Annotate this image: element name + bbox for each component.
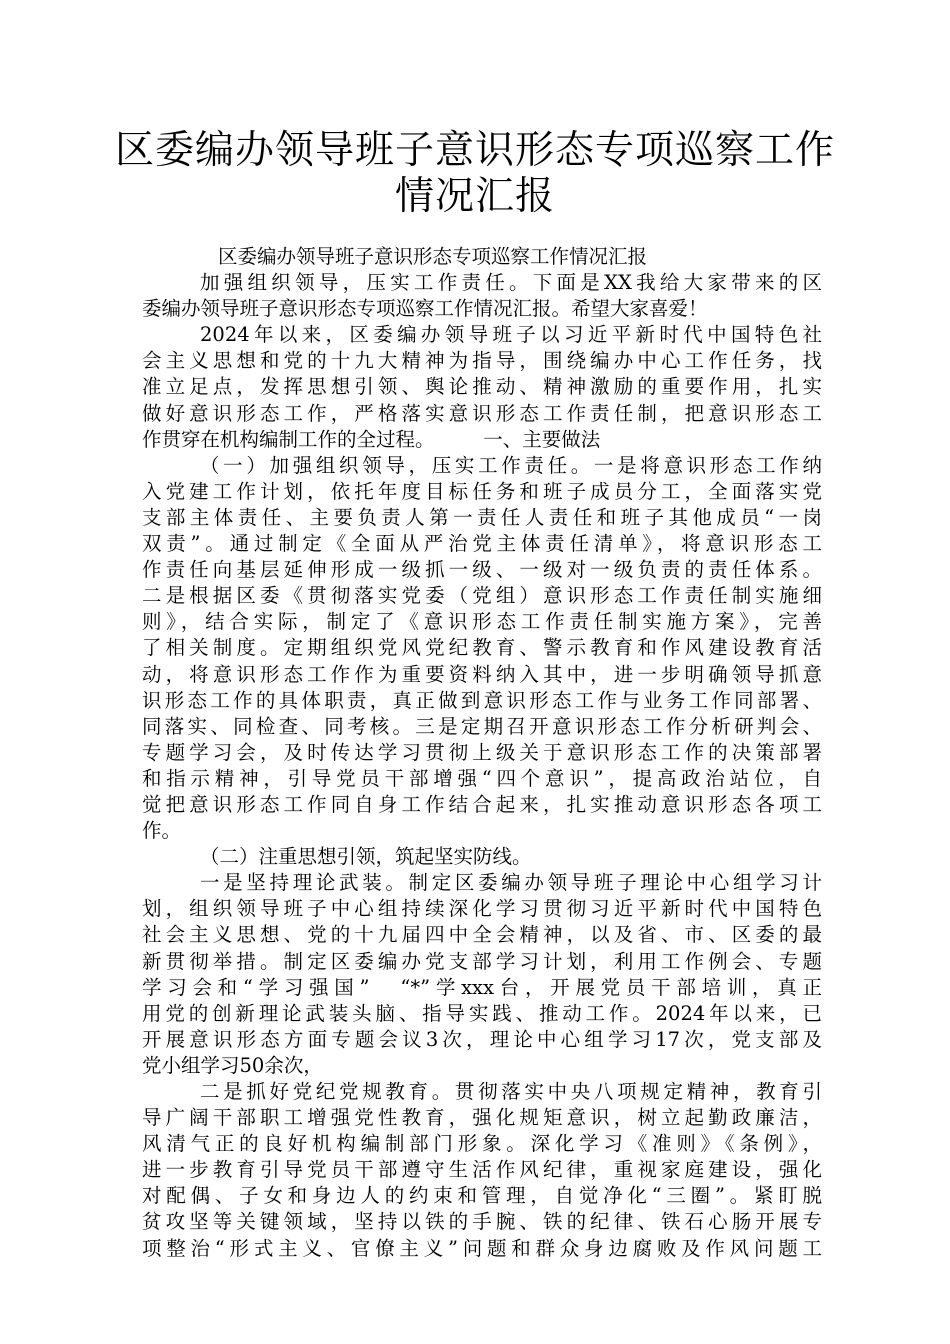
body-text-line: 会主义思想和党的十九大精神为指导，围绕编办中心工作任务，找 (142, 349, 822, 373)
body-text-line: 双责”。通过制定《全面从严治党主体责任清单》，将意识形态工 (142, 532, 822, 556)
body-text-line: 了相关制度。定期组织党风党纪教育、警示教育和作风建设教育活 (142, 636, 822, 660)
body-text-line: 作责任向基层延伸形成一级抓一级、一级对一级负责的责任体系。 (142, 558, 822, 582)
body-text-line: 党小组学习50余次， (142, 1053, 323, 1077)
body-text-line: 觉把意识形态工作同自身工作结合起来，扎实推动意识形态各项工 (142, 792, 822, 816)
body-text-line: 专题学习会，及时传达学习贯彻上级关于意识形态工作的决策部署 (142, 740, 822, 764)
body-text-line: （一）加强组织领导，压实工作责任。一是将意识形态工作纳 (200, 453, 822, 477)
body-text-line: 入党建工作计划，依托年度目标任务和班子成员分工，全面落实党 (142, 479, 822, 503)
body-text-line: 风清气正的良好机构编制部门形象。深化学习《准则》《条例》， (142, 1132, 822, 1156)
body-text-line: 作。 (142, 819, 182, 843)
body-text-line: 开展意识形态方面专题会议3次，理论中心组学习17次，党支部及 (142, 1027, 822, 1051)
body-text-line: 二是抓好党纪党规教育。贯彻落实中央八项规定精神，教育引 (200, 1080, 822, 1103)
body-text-line: 新贯彻举措。制定区委编办党支部学习计划，利用工作例会、专题 (142, 949, 822, 973)
body-text-line: 作贯穿在机构编制工作的全过程。 一、主要做法 (142, 427, 601, 451)
body-text-line: （二）注重思想引领，筑起坚实防线。 (200, 845, 532, 869)
body-text-line: 做好意识形态工作，严格落实意识形态工作责任制，把意识形态工 (142, 401, 822, 425)
body-text-line: 社会主义思想、党的十九届四中全会精神，以及省、市、区委的最 (142, 923, 822, 947)
body-text-line: 同落实、同检查、同考核。三是定期召开意识形态工作分析研判会、 (142, 714, 822, 738)
body-text-line: 识形态工作的具体职责，真正做到意识形态工作与业务工作同部署、 (142, 688, 822, 712)
body-text-line: 准立足点，发挥思想引领、舆论推动、精神激励的重要作用，扎实 (142, 375, 822, 399)
body-text-line: 进一步教育引导党员干部遵守生活作风纪律，重视家庭建设，强化 (142, 1158, 822, 1182)
document-body (142, 244, 822, 1262)
body-text-line: 学习会和“学习强国” “*”学xxx台，开展党员干部培训，真正 (142, 975, 822, 999)
body-text-line: 用党的创新理论武装头脑、指导实践、推动工作。2024年以来，已 (142, 1001, 822, 1025)
body-text-line: 支部主体责任、主要负责人第一责任人责任和班子其他成员“一岗 (142, 505, 822, 529)
body-text-line: 区委编办领导班子意识形态专项巡察工作情况汇报 (218, 245, 648, 268)
body-text-line: 委编办领导班子意识形态专项巡察工作情况汇报。希望大家喜爱！ (142, 297, 708, 321)
body-text-line: 则》，结合实际，制定了《意识形态工作责任制实施方案》，完善 (142, 610, 822, 634)
body-text-line: 贫攻坚等关键领域，坚持以铁的手腕、铁的纪律、铁石心肠开展专 (142, 1210, 822, 1234)
document-title-line-1: 区委编办领导班子意识形态专项巡察工作 (114, 128, 835, 173)
body-text-line: 对配偶、子女和身边人的约束和管理，自觉净化“三圈”。紧盯脱 (142, 1184, 822, 1208)
body-text-line: 一是坚持理论武装。制定区委编办领导班子理论中心组学习计 (200, 871, 822, 895)
body-text-line: 二是根据区委《贯彻落实党委（党组）意识形态工作责任制实施细 (142, 584, 822, 608)
body-text-line: 加强组织领导，压实工作责任。下面是XX我给大家带来的区 (200, 271, 822, 295)
body-text-line: 项整治“形式主义、官僚主义”问题和群众身边腐败及作风问题工 (142, 1236, 822, 1260)
body-text-line: 动，将意识形态工作作为重要资料纳入其中，进一步明确领导抓意 (142, 662, 822, 686)
document-title-line-2: 情况汇报 (394, 174, 555, 219)
body-text-line: 和指示精神，引导党员干部增强“四个意识”，提高政治站位，自 (142, 766, 822, 790)
body-text-line: 2024年以来，区委编办领导班子以习近平新时代中国特色社 (200, 323, 822, 347)
body-text-line: 划，组织领导班子中心组持续深化学习贯彻习近平新时代中国特色 (142, 897, 822, 921)
body-text-line: 导广阔干部职工增强党性教育，强化规矩意识，树立起勤政廉洁， (142, 1106, 822, 1130)
